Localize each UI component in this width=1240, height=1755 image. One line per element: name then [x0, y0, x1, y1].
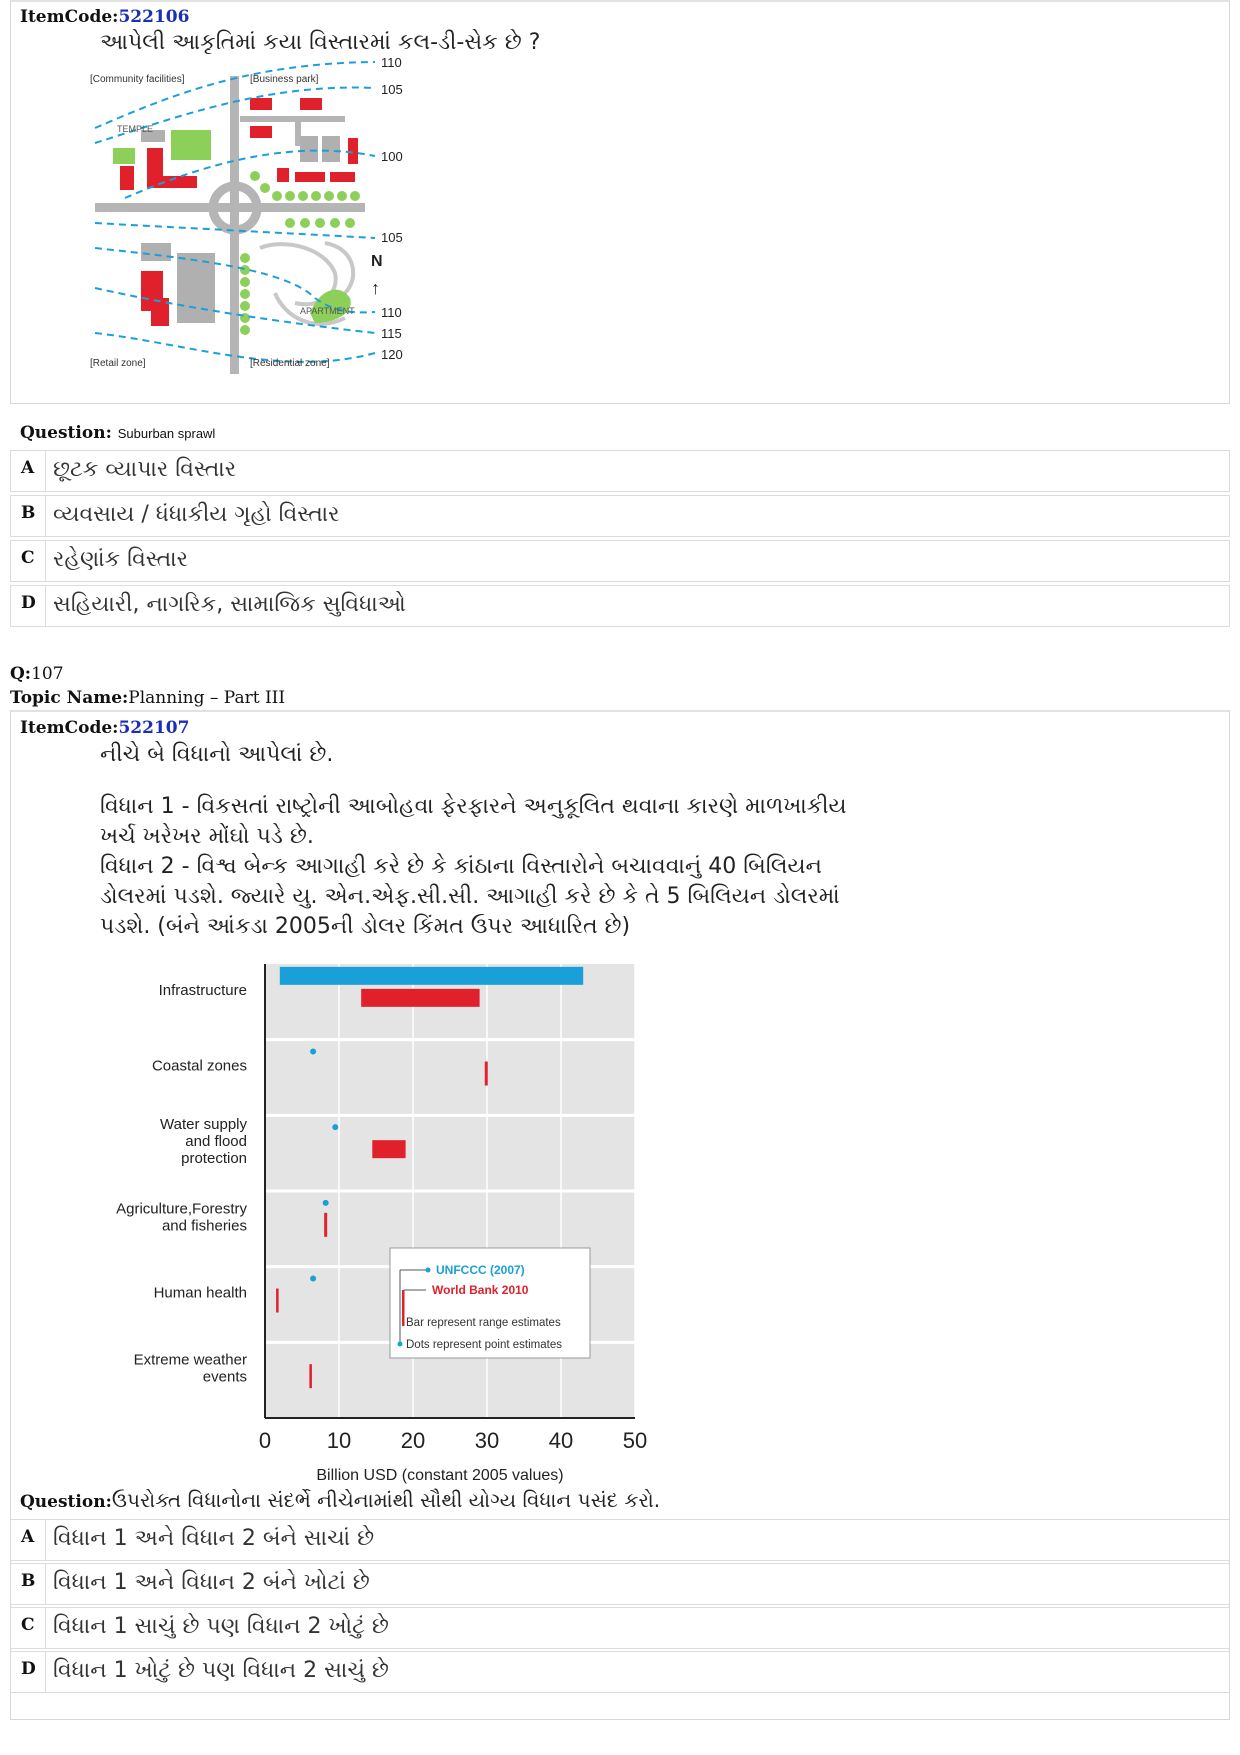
- contour-label: 120: [381, 347, 403, 362]
- legend-note: Bar represent range estimates: [406, 1317, 561, 1329]
- figure-caption: Suburban sprawl: [117, 426, 216, 441]
- legend-entry: UNFCCC (2007): [436, 1263, 525, 1277]
- option-a-106[interactable]: A છૂટક વ્યાપાર વિસ્તાર: [10, 450, 1230, 492]
- apartment-label: APARTMENT: [300, 306, 355, 316]
- category-label: and flood: [185, 1133, 247, 1151]
- category-label: Human health: [153, 1284, 247, 1302]
- x-axis-title: Billion USD (constant 2005 values): [316, 1467, 564, 1484]
- statements-intro: નીચે બે વિધાનો આપેલાં છે.: [100, 742, 334, 767]
- range-bar: [485, 1062, 488, 1086]
- category-label: Coastal zones: [151, 1057, 247, 1075]
- range-bar: [361, 989, 479, 1007]
- category-label: events: [202, 1368, 247, 1386]
- topic-name: Topic Name:Planning – Part III: [10, 688, 286, 708]
- statement-2-line-1: વિધાન 2 - વિશ્વ બેન્ક આગાહી કરે છે કે કાંઠાના વિસ્તારોને બચાવવાનું 40 બિલિયન: [100, 854, 822, 879]
- temple-label: TEMPLE: [117, 124, 154, 134]
- x-tick-label: 30: [474, 1428, 500, 1453]
- x-tick-label: 50: [622, 1428, 648, 1453]
- range-bar: [280, 967, 583, 985]
- point-estimate: [332, 1124, 338, 1130]
- category-label: Agriculture,Forestry: [116, 1200, 247, 1218]
- item-code-106: ItemCode:522106: [20, 7, 190, 27]
- adaptation-cost-chart: [90, 958, 670, 1498]
- x-tick-label: 0: [258, 1428, 272, 1453]
- category-label: Extreme weather: [133, 1351, 247, 1369]
- statement-1-line-2: ખર્ચ ખરેખર મોંઘો પડે છે.: [100, 824, 314, 849]
- range-bar: [276, 1289, 279, 1313]
- question-label-107: Question:ઉપરોક્ત વિધાનોના સંદર્ભે નીચેનામાંથી સૌથી યોગ્ય વિધાન પસંદ કરો.: [20, 1488, 661, 1512]
- option-b-107[interactable]: B વિધાન 1 અને વિધાન 2 બંને ખોટાં છે: [10, 1563, 1230, 1605]
- category-label: and fisheries: [161, 1217, 247, 1235]
- question-number: Q:107: [10, 664, 64, 684]
- legend-dot: [426, 1268, 431, 1273]
- option-d-107[interactable]: D વિધાન 1 ખોટું છે પણ વિધાન 2 સાચું છે: [10, 1651, 1230, 1693]
- contour-label: 110: [381, 58, 402, 70]
- zone-label: [Retail zone]: [90, 358, 146, 369]
- legend-note: Dots represent point estimates: [406, 1339, 562, 1351]
- category-label: protection: [181, 1150, 247, 1168]
- point-estimate: [310, 1049, 316, 1055]
- question-label-106: Question: Suburban sprawl: [20, 423, 216, 443]
- zone-label: [Residential zone]: [250, 358, 330, 369]
- option-c-106[interactable]: C રહેણાંક વિસ્તાર: [10, 540, 1230, 582]
- contour-label: 105: [381, 82, 403, 97]
- statement-1-line-1: વિધાન 1 - વિકસતાં રાષ્ટ્રોની આબોહવા ફેરફારને અનુકૂલિત થવાના કારણે માળખાકીય: [100, 794, 847, 819]
- item-code-107: ItemCode:522107: [20, 718, 190, 738]
- contour-label: 110: [381, 305, 402, 320]
- point-estimate: [323, 1200, 329, 1206]
- option-b-106[interactable]: B વ્યવસાય / ધંધાકીય ગૃહો વિસ્તાર: [10, 495, 1230, 537]
- contour-label: 115: [381, 326, 402, 341]
- option-d-106[interactable]: D સહિયારી, નાગરિક, સામાજિક સુવિધાઓ: [10, 585, 1230, 627]
- zone-label: [Community facilities]: [90, 74, 185, 85]
- category-label: Infrastructure: [158, 981, 247, 999]
- range-bar: [372, 1140, 405, 1158]
- x-tick-label: 10: [326, 1428, 352, 1453]
- legend-dot: [398, 1342, 403, 1347]
- legend-bar-swatch: [402, 1290, 405, 1326]
- contour-label: 100: [381, 149, 403, 164]
- north-label: N: [371, 253, 383, 270]
- option-c-107[interactable]: C વિધાન 1 સાચું છે પણ વિધાન 2 ખોટું છે: [10, 1607, 1230, 1649]
- question-text-106: આપેલી આકૃતિમાં કયા વિસ્તારમાં કલ-ડી-સેક છે ?: [100, 30, 541, 55]
- north-arrow-icon: ↑: [371, 278, 380, 298]
- range-bar: [309, 1364, 312, 1388]
- range-bar: [324, 1213, 327, 1237]
- legend-entry: World Bank 2010: [432, 1283, 529, 1297]
- zone-label: [Business park]: [250, 74, 319, 85]
- x-tick-label: 20: [400, 1428, 426, 1453]
- statement-2-line-3: પડશે. (બંને આંકડા 2005ની ડોલર કિંમત ઉપર આધારિત છે): [100, 914, 631, 939]
- x-tick-label: 40: [548, 1428, 574, 1453]
- statement-2-line-2: ડોલરમાં પડશે. જ્યારે યુ. એન.એફ.સી.સી. આગાહી કરે છે કે તે 5 બિલિયન ડોલરમાં: [100, 884, 840, 909]
- category-label: Water supply: [160, 1116, 247, 1134]
- contour-label: 105: [381, 230, 403, 245]
- suburban-sprawl-figure: [85, 58, 425, 378]
- point-estimate: [310, 1276, 316, 1282]
- option-a-107[interactable]: A વિધાન 1 અને વિધાન 2 બંને સાચાં છે: [10, 1519, 1230, 1561]
